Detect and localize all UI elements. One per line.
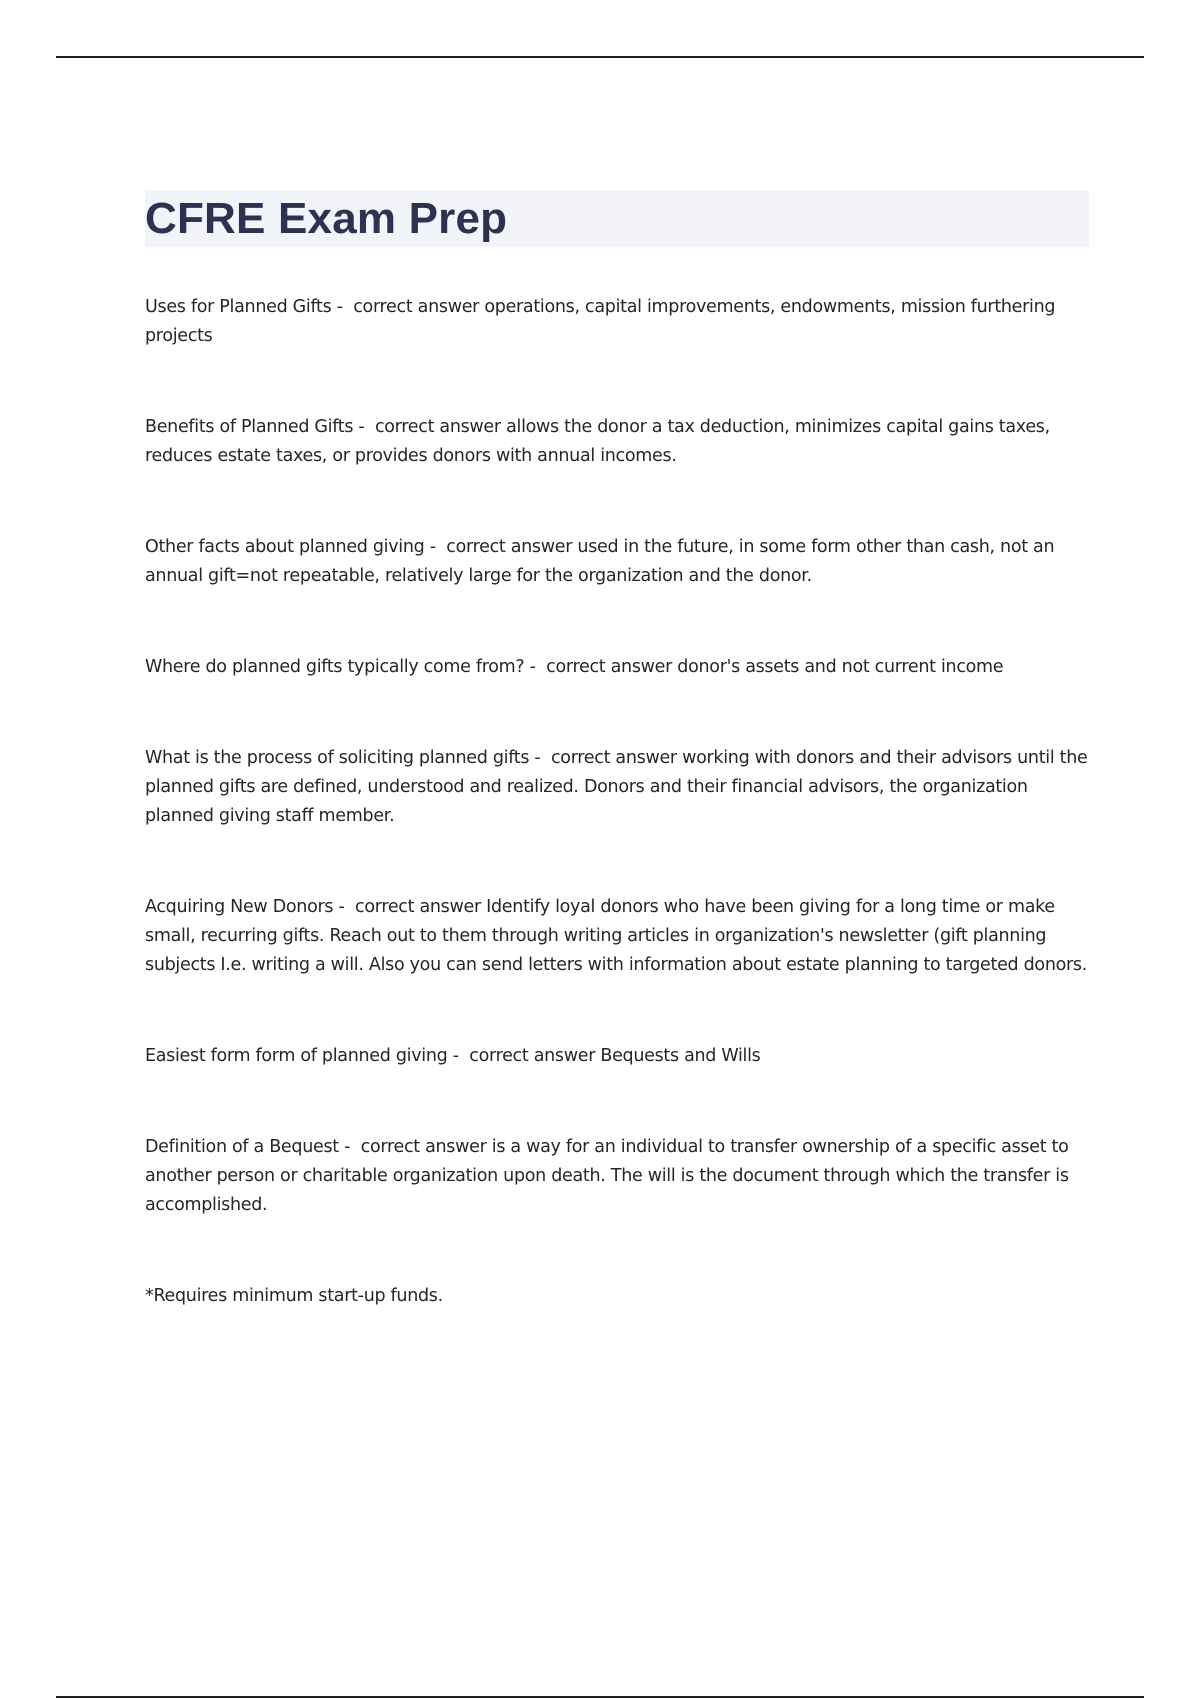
answer-text: Identify loyal donors who have been giving for a long time or make small, recurring gifts. Reach out to them through writing articles in organization's newsletter (gift planning subjects I.e. writing a will. Also you can send letters with information about estate planning to targeted donors. (145, 897, 1088, 975)
document-content (145, 190, 1089, 1373)
answer-marker: correct answer (446, 537, 573, 557)
answer-text: is a way for an individual to transfer ownership of a specific asset to another person or charitable organization upon death. The will is the document through which the transfer is accomplished. (145, 1137, 1069, 1215)
question-text: Definition of a Bequest (145, 1137, 339, 1157)
answer-text: operations, capital improvements, endowments, mission furthering projects (145, 297, 1056, 346)
question-text: Easiest form form of planned giving (145, 1046, 448, 1066)
note-text: *Requires minimum start-up funds. (145, 1286, 443, 1306)
top-rule (56, 56, 1144, 58)
page-title: CFRE Exam Prep (145, 194, 508, 243)
answer-marker: correct answer (546, 657, 673, 677)
question-text: Where do planned gifts typically come from? (145, 657, 525, 677)
qa-item: Easiest form form of planned giving - correct answer Bequests and Wills (145, 1046, 761, 1066)
question-text: What is the process of soliciting planned gifts (145, 748, 530, 768)
answer-marker: correct answer (550, 748, 677, 768)
qa-item: What is the process of soliciting planned gifts - correct answer working with donors and their advisors until the planned gifts are defined, understood and realized. Donors and their financial advisors, the organization planned giving staff member. (145, 748, 1088, 826)
qa-item: Where do planned gifts typically come from? - correct answer donor's assets and not current income (145, 657, 1004, 677)
question-text: Acquiring New Donors (145, 897, 334, 917)
answer-text: allows the donor a tax deduction, minimizes capital gains taxes, reduces estate taxes, or provides donors with annual incomes. (145, 417, 1050, 466)
answer-marker: correct answer (360, 1137, 487, 1157)
answer-text: working with donors and their advisors until the planned gifts are defined, understood and realized. Donors and their financial advisors, the organization planned giving staff member. (145, 748, 1088, 826)
qa-item: Uses for Planned Gifts - correct answer operations, capital improvements, endowments, mission furthering projects (145, 297, 1056, 346)
question-text: Benefits of Planned Gifts (145, 417, 354, 437)
answer-marker: correct answer (355, 897, 481, 917)
answer-text: donor's assets and not current income (677, 657, 1004, 677)
bottom-rule (56, 1696, 1144, 1698)
answer-text: Bequests and Wills (600, 1046, 761, 1066)
question-text: Uses for Planned Gifts (145, 297, 332, 317)
answer-text: used in the future, in some form other than cash, not an annual gift=not repeatable, relatively large for the organization and the donor. (145, 537, 1055, 586)
qa-item: Acquiring New Donors - correct answer Identify loyal donors who have been giving for a long time or make small, recurring gifts. Reach out to them through writing articles in organization's newsletter (gift planning subjects I.e. writing a will. Also you can send letters with information about estate planning to targeted donors. (145, 897, 1088, 975)
answer-marker: correct answer (353, 297, 480, 317)
qa-item: Benefits of Planned Gifts - correct answer allows the donor a tax deduction, minimizes capital gains taxes, reduces estate taxes, or provides donors with annual incomes. (145, 417, 1050, 466)
title-banner (145, 190, 1089, 247)
answer-marker: correct answer (469, 1046, 596, 1066)
qa-item: Definition of a Bequest - correct answer is a way for an individual to transfer ownership of a specific asset to another person or charitable organization upon death. The will is the document through which the transfer is accomplished. (145, 1137, 1069, 1215)
answer-marker: correct answer (374, 417, 501, 437)
qa-item: Other facts about planned giving - correct answer used in the future, in some form other than cash, not an annual gift=not repeatable, relatively large for the organization and the donor. (145, 537, 1055, 586)
question-text: Other facts about planned giving (145, 537, 425, 557)
